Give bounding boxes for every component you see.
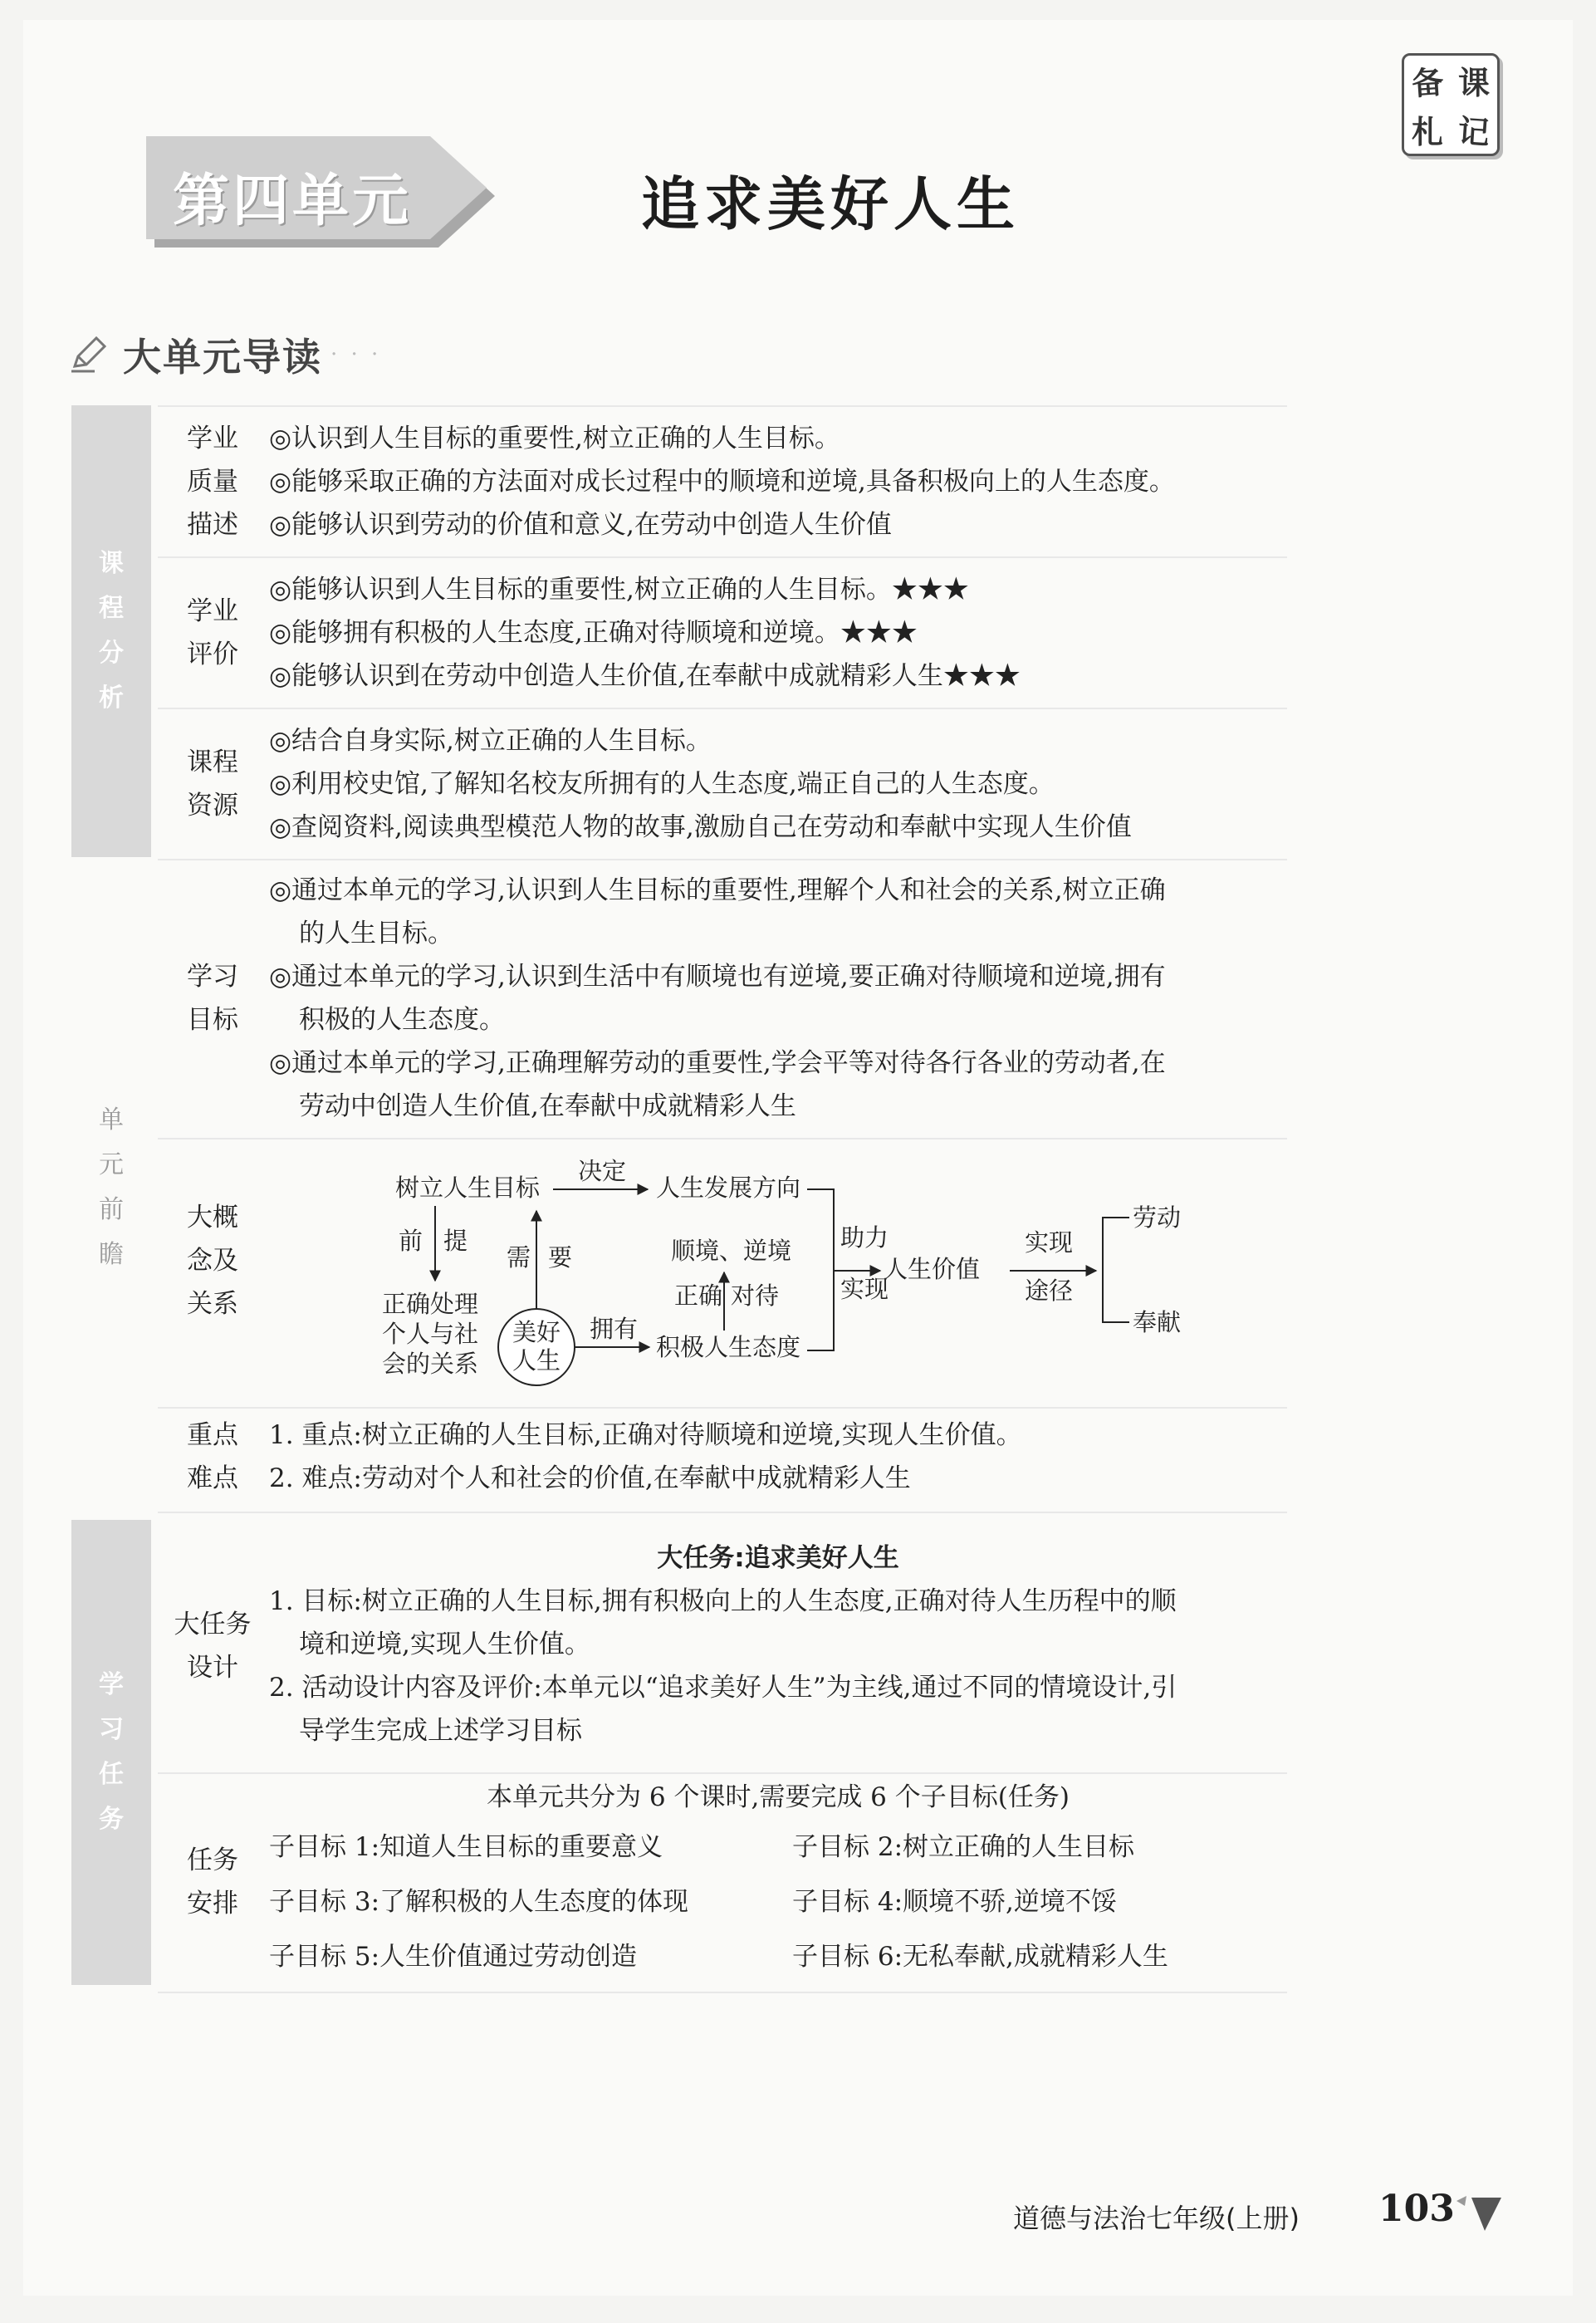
badge-char: 备 [1410, 63, 1445, 103]
tab-char: 分 [99, 639, 124, 668]
tab-char: 课 [99, 549, 124, 578]
list-item: ◎结合自身实际,树立正确的人生目标。 [269, 726, 712, 756]
side-tab-course-analysis [71, 405, 151, 857]
list-item: ◎能够认识到劳动的价值和意义,在劳动中创造人生价值 [269, 510, 892, 540]
node-relation: 正确处理 [382, 1290, 479, 1318]
tab-char: 析 [99, 684, 124, 713]
row-body [269, 1536, 1287, 1752]
subgoal-item: 子目标 4:顺境不骄,逆境不馁 [792, 1887, 1117, 1917]
goal-line: ◎通过本单元的学习,认识到人生目标的重要性,理解个人和社会的关系,树立正确 [269, 875, 1166, 905]
tab-char: 习 [99, 1715, 124, 1744]
node-center: 美好 [512, 1318, 561, 1346]
row-label: 大任务 设计 [174, 1610, 252, 1683]
tab-char: 务 [99, 1805, 124, 1834]
table-bottom-divider [158, 1992, 1287, 1993]
section-heading [66, 326, 381, 384]
task-line: 1. 目标:树立正确的人生目标,拥有积极向上的人生态度,正确对待人生历程中的顺 [269, 1586, 1177, 1616]
subgoal-item: 子目标 2:树立正确的人生目标 [792, 1832, 1135, 1862]
edge-need: 要 [548, 1243, 573, 1272]
task-line: 导学生完成上述学习目标 [299, 1716, 582, 1746]
section-dots: · · · [330, 342, 382, 367]
row-divider [158, 556, 1287, 558]
tab-char: 瞻 [99, 1240, 124, 1269]
edge-way: 途径 [1025, 1277, 1074, 1305]
row-divider [158, 859, 1287, 860]
section-title: 大单元导读 [123, 335, 322, 380]
row-learning-goals [158, 869, 1287, 1135]
goal-line: ◎通过本单元的学习,认识到生活中有顺境也有逆境,要正确对待顺境和逆境,拥有 [269, 962, 1166, 992]
unit-title: 追求美好人生 [641, 170, 1020, 238]
task-intro: 本单元共分为 6 个课时,需要完成 6 个子目标(任务) [487, 1782, 1070, 1812]
subgoal-grid [269, 1826, 1287, 1978]
node-dedication: 奉献 [1133, 1308, 1182, 1336]
page-corner-arrow-icon [1453, 2189, 1503, 2239]
edge-decide: 决定 [578, 1157, 627, 1185]
node-adversity: 顺境、逆境 [671, 1237, 792, 1265]
concept-map-svg [349, 1146, 1196, 1395]
node-value: 人生价值 [884, 1255, 981, 1283]
row-label: 任务 安排 [187, 1845, 238, 1919]
node-center: 人生 [512, 1346, 561, 1375]
list-item: ◎能够拥有积极的人生态度,正确对待顺境和逆境。★★★ [269, 618, 918, 648]
list-item: 2. 难点:劳动对个人和社会的价值,在奉献中成就精彩人生 [269, 1463, 911, 1493]
row-label: 学业 评价 [187, 596, 238, 669]
edge-treat: 对待 [731, 1282, 780, 1310]
unit-number: 第四单元 [173, 169, 413, 234]
node-attitude: 积极人生态度 [656, 1333, 801, 1361]
concept-map [349, 1146, 1196, 1395]
list-item: ◎认识到人生目标的重要性,树立正确的人生目标。 [269, 424, 840, 453]
badge-char: 札 [1411, 114, 1443, 150]
pencil-icon [66, 333, 110, 376]
row-divider [158, 1512, 1287, 1513]
task-line: 境和逆境,实现人生价值。 [299, 1630, 590, 1659]
row-label: 学习 目标 [187, 962, 238, 1035]
row-key-points [158, 1414, 1287, 1505]
list-item: ◎能够采取正确的方法面对成长过程中的顺境和逆境,具备积极向上的人生态度。 [269, 467, 1175, 497]
row-divider [158, 1407, 1287, 1409]
side-tab-unit-preview [71, 1080, 151, 1296]
row-label: 课程 资源 [187, 747, 238, 821]
table-top-divider [158, 405, 1287, 407]
goal-line: 劳动中创造人生价值,在奉献中成就精彩人生 [299, 1091, 796, 1121]
row-divider [158, 708, 1287, 709]
edge-have: 拥有 [590, 1315, 639, 1343]
node-relation: 个人与社 [382, 1320, 479, 1348]
row-quality [158, 417, 1287, 550]
row-divider [158, 1772, 1287, 1774]
row-body [269, 1414, 1287, 1500]
edge-realize: 实现 [840, 1275, 889, 1303]
subgoal-item: 子目标 3:了解积极的人生态度的体现 [269, 1887, 689, 1917]
goal-line: 积极的人生态度。 [299, 1005, 505, 1035]
tab-char: 元 [99, 1150, 124, 1179]
edge-help: 助力 [840, 1223, 889, 1252]
list-item: ◎查阅资料,阅读典型模范人物的故事,激励自己在劳动和奉献中实现人生价值 [269, 812, 1132, 842]
row-body [269, 568, 1287, 698]
task-heading: 大任务:追求美好人生 [657, 1543, 899, 1573]
subgoal-item: 子目标 1:知道人生目标的重要意义 [269, 1832, 663, 1862]
row-label: 大概 念及 关系 [187, 1203, 238, 1319]
node-direction: 人生发展方向 [656, 1174, 801, 1202]
tab-char: 前 [99, 1195, 124, 1224]
task-line: 2. 活动设计内容及评价:本单元以“追求美好人生”为主线,通过不同的情境设计,引 [269, 1673, 1177, 1703]
row-label: 重点 难点 [187, 1420, 238, 1493]
edge-way: 实现 [1025, 1228, 1074, 1257]
row-divider [158, 1138, 1287, 1139]
list-item: ◎利用校史馆,了解知名校友所拥有的人生态度,端正自己的人生态度。 [269, 769, 1055, 799]
node-labor: 劳动 [1133, 1203, 1182, 1232]
subgoal-item: 子目标 6:无私奉献,成就精彩人生 [792, 1942, 1168, 1972]
side-tab-learning-tasks [71, 1520, 151, 1985]
list-item: ◎能够认识到人生目标的重要性,树立正确的人生目标。★★★ [269, 575, 969, 605]
goal-line: ◎通过本单元的学习,正确理解劳动的重要性,学会平等对待各行各业的劳动者,在 [269, 1048, 1166, 1078]
row-body [269, 417, 1287, 546]
edge-need: 需 [507, 1243, 531, 1272]
badge-char: 记 [1456, 112, 1491, 152]
tab-char: 任 [99, 1760, 124, 1789]
goal-line: 的人生目标。 [299, 919, 453, 948]
tab-char: 程 [99, 594, 124, 623]
row-resources [158, 719, 1287, 852]
edge-premise: 前 [399, 1227, 423, 1255]
tab-char: 学 [99, 1670, 124, 1699]
footer-book-title: 道德与法治七年级(上册) [1013, 2203, 1300, 2234]
badge-char: 课 [1457, 65, 1490, 101]
edge-correct: 正确 [674, 1282, 723, 1310]
row-task-arrangement [158, 1776, 1287, 1992]
row-body [269, 869, 1287, 1128]
bracket-line [1103, 1218, 1129, 1322]
row-task-design [158, 1536, 1287, 1752]
row-body [269, 719, 1287, 849]
list-item: 1. 重点:树立正确的人生目标,正确对待顺境和逆境,实现人生价值。 [269, 1420, 1022, 1450]
lesson-notes-badge [1402, 53, 1500, 156]
row-body [269, 1776, 1287, 1978]
subgoal-item: 子目标 5:人生价值通过劳动创造 [269, 1942, 638, 1972]
node-set-goal: 树立人生目标 [395, 1174, 541, 1202]
edge-premise: 提 [443, 1227, 468, 1255]
page-number: 103 [1378, 2188, 1455, 2230]
row-label: 学业 质量 描述 [187, 424, 238, 540]
list-item: ◎能够认识到在劳动中创造人生价值,在奉献中成就精彩人生★★★ [269, 661, 1021, 691]
unit-banner [143, 133, 508, 257]
bracket-line [807, 1189, 834, 1350]
row-evaluation [158, 568, 1287, 701]
node-relation: 会的关系 [382, 1350, 479, 1378]
tab-char: 单 [99, 1105, 124, 1135]
